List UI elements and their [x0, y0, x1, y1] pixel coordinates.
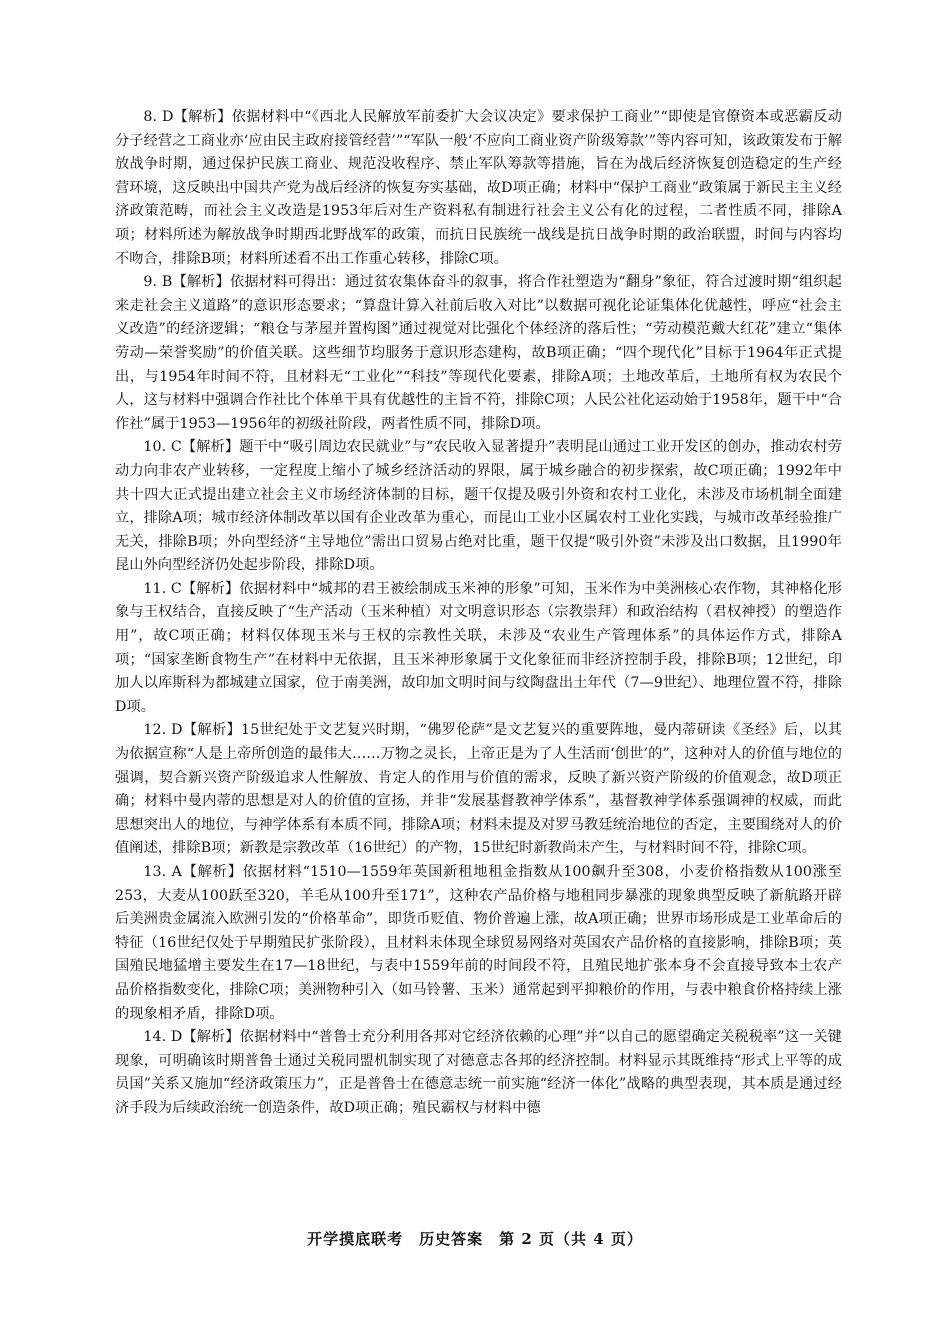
answer-paragraph-14: 14. D【解析】依据材料中“普鲁士充分利用各邦对它经济依赖的心理”并“以自己的愿望确定关税税率”这一关键现象，可明确该时期普鲁士通过关税同盟机制实现了对德意志各邦的经济控制。材料显示其既维持“形式上平等的成员国”关系又施加“经济政策压力”，正是普鲁士在德意志统一前实施“经济一体化”战略的典型表现，其本质是通过经济手段为后续政治统一创造条件，故D项正确；殖民霸权与材料中德 — [115, 1029, 842, 1116]
page-footer: 开学摸底联考 历史答案 第 2 页（共 4 页） — [307, 1230, 643, 1248]
answer-paragraph-9: 9. B【解析】依据材料可得出：通过贫农集体奋斗的叙事，将合作社塑造为“翻身”象征，符合过渡时期“组织起来走社会主义道路”的意识形态要求；“算盘计算入社前后收入对比”以数据可视化论证集体化优越性，呼应“社会主义改造”的经济逻辑；“粮仓与茅屋并置构图”通过视觉对比强化个体经济的落后性；“劳动模范戴大红花”建立“集体劳动—荣誉奖励”的价值关联。这些细节均服务于意识形态建构，故B项正确；“四个现代化”目标于1964年正式提出，与1954年时间不符，且材料无“工业化”“科技”等现代化要素，排除A项；土地改革后，土地所有权为农民个人，这与材料中强调合作社比个体单干具有优越性的主旨不符，排除C项；人民公社化运动始于1958年，题干中“合作社”属于1953—1956年的初级社阶段，两者性质不同，排除D项。 — [115, 274, 842, 432]
answer-paragraph-10: 10. C【解析】题干中“吸引周边农民就业”与“农民收入显著提升”表明昆山通过工业开发区的创办，推动农村劳动力向非农产业转移，一定程度上缩小了城乡经济活动的界限，属于城乡融合的初步探索，故C项正确；1992年中共十四大正式提出建立社会主义市场经济体制的目标，题干仅提及吸引外资和农村工业化，未涉及市场机制全面建立，排除A项；城市经济体制改革以国有企业改革为重心，而昆山工业小区属农村工业化实践，与城市改革经验推广无关，排除B项；外向型经济“主导地位”需出口贸易占绝对比重，题干仅提“吸引外资”未涉及出口数据，且1990年昆山外向型经济仍处起步阶段，排除D项。 — [115, 439, 842, 574]
answer-paragraph-8: 8. D【解析】依据材料中“《西北人民解放军前委扩大会议决定》要求保护工商业”“即使是官僚资本或恶霸反动分子经营之工商业亦‘应由民主政府接管经营’”“军队一般‘不应向工商业资产阶级筹款’”等内容可知，该政策发布于解放战争时期，通过保护民族工商业、规范没收程序、禁止军队筹款等措施，旨在为战后经济恢复创造稳定的生产经营环境，这反映出中国共产党为战后经济的恢复夯实基础，故D项正确；材料中“保护工商业”政策属于新民主主义经济政策范畴，而社会主义改造是1953年后对生产资料私有制进行社会主义公有化的过程，二者性质不同，排除A项；材料所述为解放战争时期西北野战军的政策，而抗日民族统一战线是抗日战争时期的政治联盟，时间与内容均不吻合，排除B项；材料所述看不出工作重心转移，排除C项。 — [115, 109, 842, 267]
answer-paragraph-11: 11. C【解析】依据材料中“城邦的君王被绘制成玉米神的形象”可知，玉米作为中美洲核心农作物，其神格化形象与王权结合，直接反映了“生产活动（玉米种植）对文明意识形态（宗教崇拜）和政治结构（君权神授）的塑造作用”，故C项正确；材料仅体现玉米与王权的宗教性关联，未涉及“农业生产管理体系”的具体运作方式，排除A项；“国家垄断食物生产”在材料中无依据，且玉米神形象属于文化象征而非经济控制手段，排除B项；12世纪，印加人以库斯科为都城建立国家，位于南美洲，故印加文明时间与纹陶盘出土年代（7—9世纪）、地理位置不符，排除D项。 — [115, 580, 842, 715]
answer-paragraph-12: 12. D【解析】15世纪处于文艺复兴时期，“佛罗伦萨”是文艺复兴的重要阵地，曼内蒂研读《圣经》后，以其为依据宣称“人是上帝所创造的最伟大……万物之灵长，上帝正是为了人生活而‘创世’的”，这种对人的价值与地位的强调，契合新兴资产阶级追求人性解放、肯定人的作用与价值的需求，反映了新兴资产阶级的价值观念，故D项正确；材料中曼内蒂的思想是对人的价值的宣扬，并非“发展基督教神学体系”，基督教神学体系强调神的权威，而此思想突出人的地位，与神学体系有本质不同，排除A项；材料未提及对罗马教廷统治地位的否定，主要围绕对人的价值阐述，排除B项；新教是宗教改革（16世纪）的产物，15世纪时新教尚未产生，与材料时间不符，排除C项。 — [115, 722, 843, 857]
answer-paragraph-13: 13. A【解析】依据材料“1510—1559年英国新租地租金指数从100飙升至308，小麦价格指数从100涨至253，大麦从100跃至320，羊毛从100升至171”，这种农产品价格与地租同步暴涨的现象典型反映了新航路开辟后美洲贵金属流入欧洲引发的“价格革命”，即货币贬值、物价普遍上涨，故A项正确；世界市场形成是工业革命后的特征（16世纪仅处于早期殖民扩张阶段），且材料未体现全球贸易网络对英国农产品价格的直接影响，排除B项；英国殖民地猛增主要发生在17—18世纪，与表中1559年前的时间段不符，且殖民地扩张本身不会直接导致本土农产品价格指数变化，排除C项；美洲物种引入（如马铃薯、玉米）通常起到平抑粮价的作用，与表中粮食价格持续上涨的现象相矛盾，排除D项。 — [115, 864, 842, 1022]
answer-body — [115, 106, 842, 1121]
